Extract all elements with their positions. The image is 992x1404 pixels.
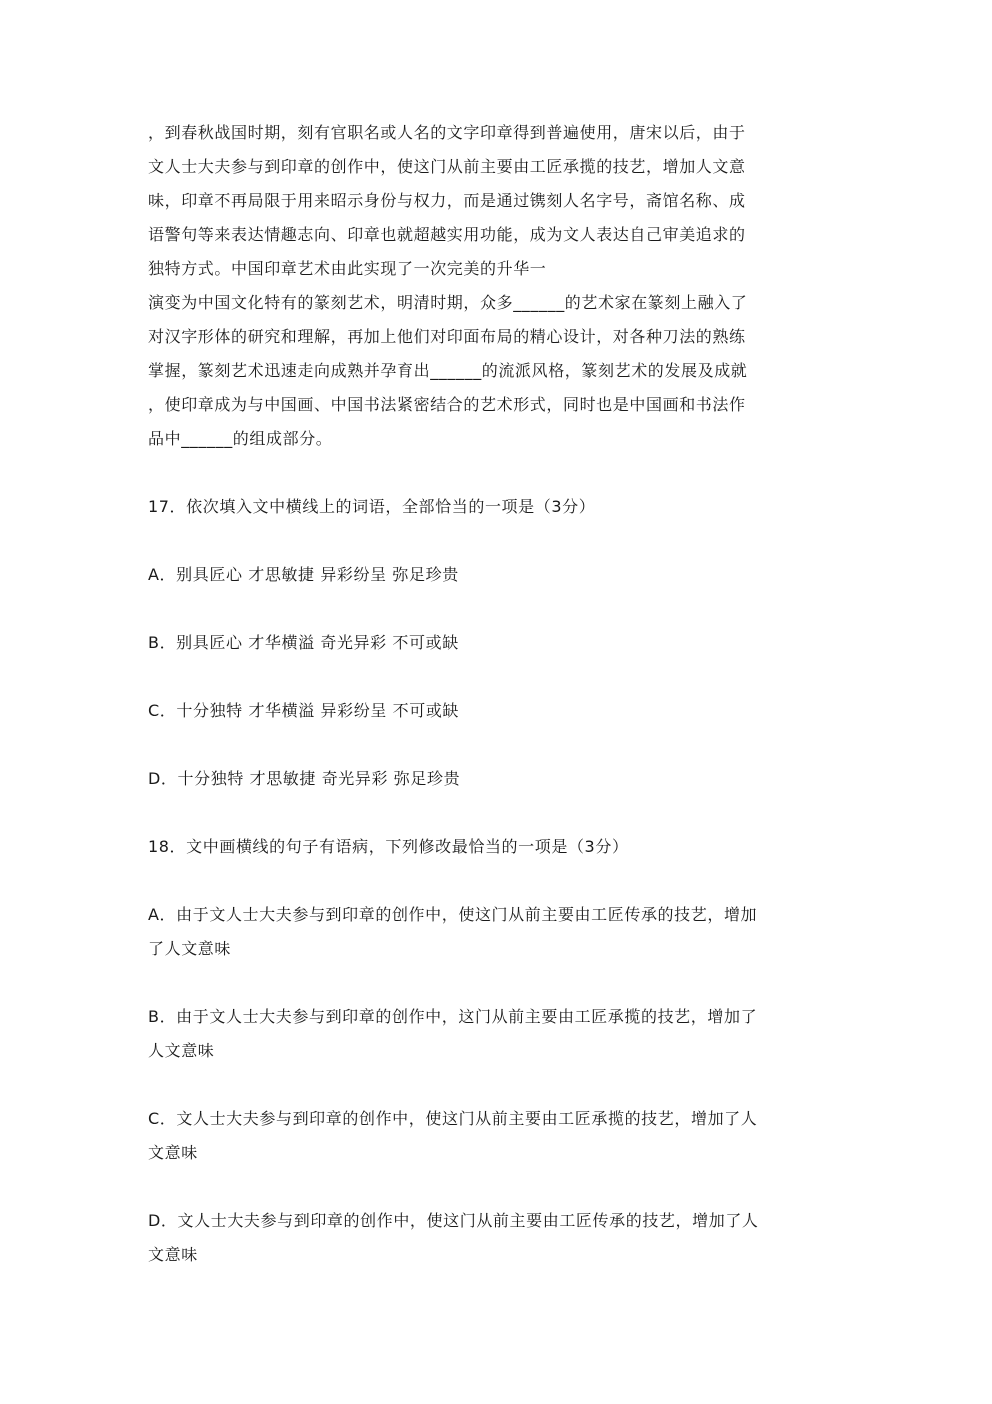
spacer	[148, 524, 848, 558]
question-17-option-d: D．十分独特 才思敏捷 奇光异彩 弥足珍贵	[148, 769, 461, 788]
passage-line: ，到春秋战国时期，刻有官职名或人名的文字印章得到普遍使用，唐宋以后，由于	[148, 123, 746, 142]
passage-line: 掌握，篆刻艺术迅速走向成熟并孕育出______的流派风格，篆刻艺术的发展及成就	[148, 361, 748, 380]
passage	[148, 116, 848, 456]
option-line: A．由于文人士大夫参与到印章的创作中，使这门从前主要由工匠传承的技艺，增加	[148, 905, 758, 924]
option-line: 了人文意味	[148, 939, 232, 958]
option-line: 文意味	[148, 1143, 198, 1162]
question-17-option-a: A．别具匠心 才思敏捷 异彩纷呈 弥足珍贵	[148, 565, 459, 584]
passage-line: 演变为中国文化特有的篆刻艺术，明清时期，众多______的艺术家在篆刻上融入了	[148, 293, 748, 312]
spacer	[148, 592, 848, 626]
spacer	[148, 1068, 848, 1102]
spacer	[148, 1170, 848, 1204]
spacer	[148, 864, 848, 898]
question-17-option-b: B．别具匠心 才华横溢 奇光异彩 不可或缺	[148, 633, 459, 652]
passage-line: ，使印章成为与中国画、中国书法紧密结合的艺术形式，同时也是中国画和书法作	[148, 395, 746, 414]
question-17	[148, 490, 848, 796]
question-18-option-d	[148, 1204, 848, 1272]
passage-line: 语警句等来表达情趣志向、印章也就超越实用功能，成为文人表达自己审美追求的	[148, 225, 746, 244]
question-18-stem: 18．文中画横线的句子有语病，下列修改最恰当的一项是（3分）	[148, 837, 629, 856]
option-line: 文意味	[148, 1245, 198, 1264]
document-page	[148, 116, 848, 1272]
spacer	[148, 796, 848, 830]
option-line: B．由于文人士大夫参与到印章的创作中，这门从前主要由工匠承揽的技艺，增加了	[148, 1007, 758, 1026]
option-line: C．文人士大夫参与到印章的创作中，使这门从前主要由工匠承揽的技艺，增加了人	[148, 1109, 758, 1128]
question-18-option-c	[148, 1102, 848, 1170]
passage-line: 文人士大夫参与到印章的创作中，使这门从前主要由工匠承揽的技艺，增加人文意	[148, 157, 746, 176]
question-18-option-a	[148, 898, 848, 966]
question-18-option-b	[148, 1000, 848, 1068]
question-18	[148, 830, 848, 1272]
spacer	[148, 966, 848, 1000]
passage-line: 味，印章不再局限于用来昭示身份与权力，而是通过镌刻人名字号，斋馆名称、成	[148, 191, 746, 210]
spacer	[148, 660, 848, 694]
spacer	[148, 728, 848, 762]
question-17-option-c: C．十分独特 才华横溢 异彩纷呈 不可或缺	[148, 701, 460, 720]
option-line: D．文人士大夫参与到印章的创作中，使这门从前主要由工匠传承的技艺，增加了人	[148, 1211, 759, 1230]
spacer	[148, 456, 848, 490]
option-line: 人文意味	[148, 1041, 215, 1060]
passage-line: 独特方式。中国印章艺术由此实现了一次完美的升华一	[148, 259, 547, 278]
question-17-stem: 17．依次填入文中横线上的词语，全部恰当的一项是（3分）	[148, 497, 596, 516]
passage-line: 品中______的组成部分。	[148, 429, 333, 448]
passage-line: 对汉字形体的研究和理解，再加上他们对印面布局的精心设计，对各种刀法的熟练	[148, 327, 746, 346]
